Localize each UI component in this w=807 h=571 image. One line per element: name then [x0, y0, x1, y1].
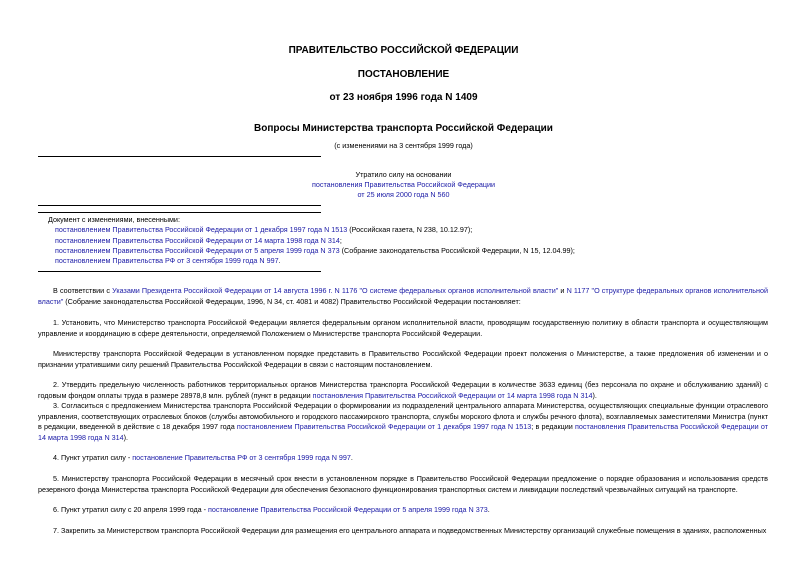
paragraph-2	[38, 380, 768, 401]
text: и	[558, 286, 567, 295]
paragraph-7: 7. Закрепить за Министерством транспорта Российской Федерации для размещения его центрального аппарата и подведомственных Министерству организаций служебные помещения в зданиях, расположенных	[53, 526, 767, 535]
paragraph-5: 5. Министерству транспорта Российской Федерации в месячный срок внести в установленном порядке в Правительство Российской Федерации предложение о порядке образования и использования средств резервного фонда Министерства транспорта Российской Федерации для обеспечения безопасного функционирования транспортных систем и ликвидации последствий чрезвычайных ситуаций на транспорте.	[38, 474, 768, 494]
invalid-link-line-1[interactable]: постановления Правительства Российской Федерации	[311, 180, 496, 189]
amendments-intro: Документ с изменениями, внесенными:	[48, 215, 180, 224]
text: 4. Пункт утратил силу -	[53, 453, 133, 462]
text: (Собрание законодательства Российской Федерации, 1996, N 34, ст. 4081 и 4082) Правительство Российской Федерации постановляет:	[63, 296, 521, 306]
text: ).	[123, 432, 129, 442]
amendment-item	[38, 225, 575, 235]
amendment-source: (Российская газета, N 238, 10.12.97);	[347, 225, 473, 235]
amendment-link[interactable]: постановлением Правительства Российской Федерации от 1 декабря 1997 года N 1513	[236, 422, 532, 432]
text: 3. Согласиться с предложением Министерства транспорта Российской Федерации о формировании из подразделений центрального аппарата Министерства, осуществляющих специальные функции отраслевого управления, соответствующих отраслевых блоков (службы автомобильного и городского пассажирского транспорта, службы морского флота и службы речного флота), возглавляемых заместителями Министра (пункт в редакции, введенной в действие с 18 декабря 1997 года	[38, 401, 768, 432]
paragraph-3	[38, 401, 768, 443]
amendment-item	[38, 256, 575, 266]
paragraph-6	[38, 505, 768, 516]
invalid-link-line-2[interactable]: от 25 июля 2000 года N 560	[357, 190, 450, 199]
amendment-source: .	[278, 256, 281, 266]
text: 6. Пункт утратил силу с 20 апреля 1999 года -	[53, 505, 209, 514]
paragraph-1: 1. Установить, что Министерство транспорта Российской Федерации является федеральным органом исполнительной власти, проводящим государственную политику в области транспорта и осуществляющим управление и координацию в сфере деятельности, определяемой Положением о Министерстве транспорта Российской Федерации.	[38, 318, 768, 338]
document-date-number: от 23 ноября 1996 года N 1409	[329, 92, 478, 103]
amendment-link[interactable]: постановление Правительства РФ от 3 сентября 1999 года N 997	[132, 453, 351, 462]
amendment-link[interactable]: постановлением Правительства Российской Федерации от 5 апреля 1999 года N 373	[55, 245, 340, 255]
paragraph-4	[38, 453, 768, 464]
text: 2. Утвердить предельную численность работников территориальных органов Министерства транспорта Российской Федерации в количестве 3633 единиц (без персонала по охране и обслуживанию зданий) с годовым фондом оплаты труда в размере 28978,8 млн. рублей (пункт в редакции	[38, 380, 768, 400]
divider-line	[38, 271, 321, 272]
text: ).	[592, 390, 597, 400]
document-title: Вопросы Министерства транспорта Российской Федерации	[254, 123, 553, 134]
document-type: ПОСТАНОВЛЕНИЕ	[357, 69, 450, 80]
text: .	[350, 453, 353, 462]
text: В соответствии с	[53, 286, 113, 295]
government-heading: ПРАВИТЕЛЬСТВО РОССИЙСКОЙ ФЕДЕРАЦИИ	[288, 45, 519, 56]
amendments-block	[38, 215, 575, 266]
amendment-link[interactable]: постановление Правительства Российской Федерации от 5 апреля 1999 года N 373	[208, 505, 488, 514]
amendment-link[interactable]: постановлением Правительства Российской Федерации от 1 декабря 1997 года N 1513	[55, 225, 348, 235]
amendment-link[interactable]: постановления Правительства Российской Федерации от 14 марта 1998 года N 314	[312, 390, 593, 400]
paragraph-1-continued: Министерству транспорта Российской Федерации в установленном порядке представить в Правительство Российской Федерации проект положения о Министерстве, а также предложения об изменении и о признании утратившими силу решений Правительства Российской Федерации в связи с настоящим постановлением.	[38, 349, 768, 369]
divider-line	[38, 212, 321, 213]
amendment-source: ;	[339, 235, 342, 245]
text: .	[487, 505, 490, 514]
amendment-item	[38, 236, 575, 246]
invalid-line-1: Утратило силу на основании	[355, 170, 452, 179]
amendment-note: (с изменениями на 3 сентября 1999 года)	[334, 141, 473, 150]
text: ; в редакции	[531, 422, 575, 432]
preamble-paragraph	[38, 286, 768, 307]
divider-line	[38, 205, 321, 206]
amendment-link[interactable]: постановлением Правительства Российской Федерации от 14 марта 1998 года N 314	[55, 235, 340, 245]
amendment-link[interactable]: постановлением Правительства РФ от 3 сентября 1999 года N 997	[55, 256, 279, 266]
amendment-link[interactable]: постановления Правительства Российской Федерации от 14 марта 1998 года N 314	[38, 422, 768, 442]
decree-link[interactable]: Указами Президента Российской Федерации от 14 августа 1996 г. N 1176 "О системе федеральных органов исполнительной власти"	[112, 286, 559, 295]
amendment-source: (Собрание законодательства Российской Федерации, N 15, 12.04.99);	[339, 245, 575, 255]
amendment-item	[38, 246, 575, 256]
divider-line	[38, 156, 321, 157]
decree-link[interactable]: N 1177 "О структуре федеральных органов исполнительной власти"	[38, 286, 768, 306]
